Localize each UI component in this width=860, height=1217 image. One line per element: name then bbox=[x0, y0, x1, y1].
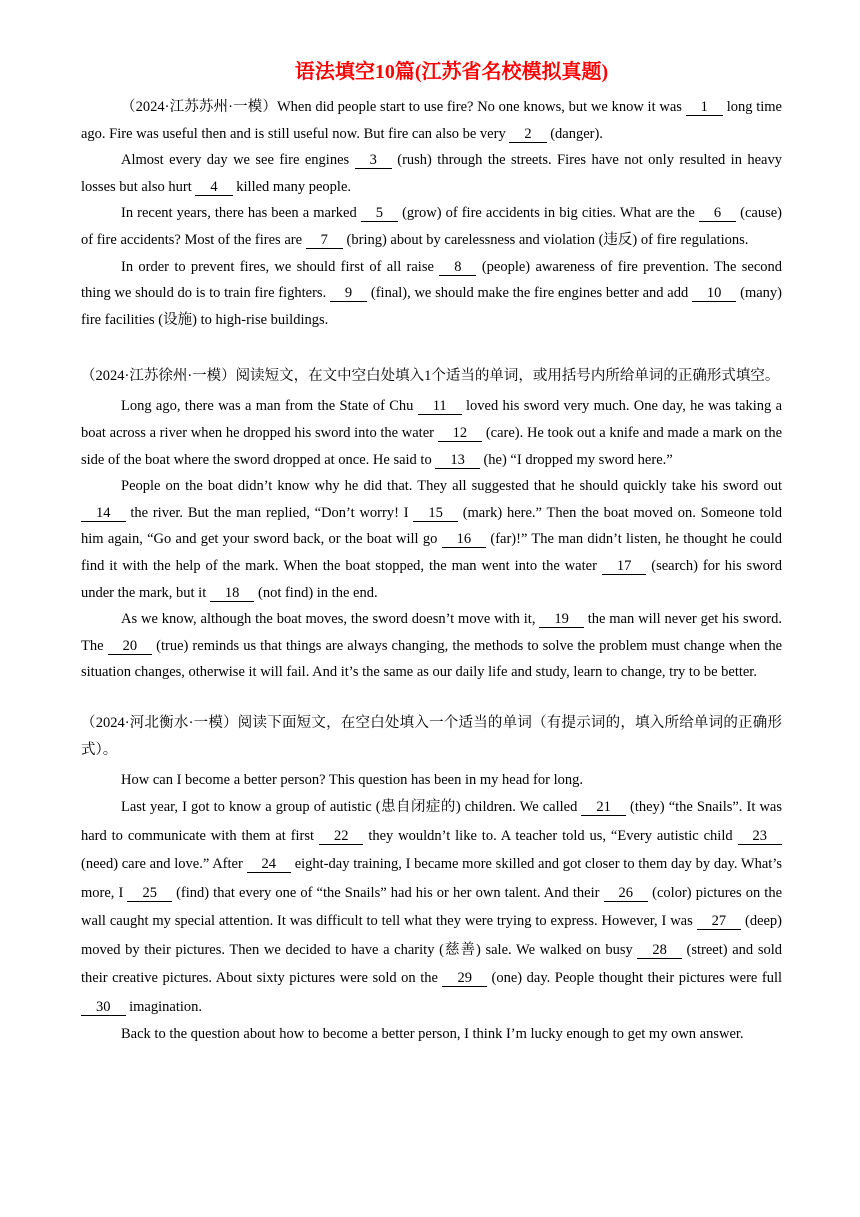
blank-13: 13 bbox=[435, 453, 480, 469]
blank-2: 2 bbox=[509, 127, 546, 143]
blank-14: 14 bbox=[81, 506, 126, 522]
text-run: In recent years, there has been a marked bbox=[121, 205, 361, 222]
text-run: (people) awareness of fire prevention. The second thing we should do is to train fire fighters. bbox=[81, 258, 783, 302]
source-tag: （2024·河北衡水·一模） bbox=[81, 714, 238, 731]
text-run: Back to the question about how to become a better person, I think I’m lucky enough to get my own answer. bbox=[121, 1026, 744, 1043]
blank-17: 17 bbox=[602, 559, 647, 575]
paragraph bbox=[81, 200, 782, 253]
page-title: 语法填空10篇(江苏省名校模拟真题) bbox=[294, 61, 609, 83]
paragraph bbox=[81, 473, 782, 606]
text-run: (he) “I dropped my sword here.” bbox=[483, 451, 673, 468]
passage-1 bbox=[81, 94, 782, 333]
passage-instruction bbox=[81, 710, 782, 763]
text-run: As we know, although the boat moves, the sword doesn’t move with it, bbox=[121, 611, 540, 628]
blank-26: 26 bbox=[604, 886, 649, 902]
blank-19: 19 bbox=[539, 612, 584, 628]
text-run: (mark) here.” Then the boat moved on. Someone told him again, “Go and get your sword back, or the boat will go bbox=[81, 504, 783, 548]
text-run: In order to prevent fires, we should first of all raise bbox=[121, 258, 440, 275]
text-run: People on the boat didn’t know why he did that. They all suggested that he should quickly take his sword out bbox=[121, 478, 782, 495]
text-run: How can I become a better person? This question has been in my head for long. bbox=[121, 771, 583, 788]
blank-10: 10 bbox=[692, 286, 737, 302]
text-run: (bring) about by carelessness and violation (违反) of fire regulations. bbox=[346, 231, 749, 248]
text-run: (deep) moved by their pictures. Then we decided to have a charity (慈善) sale. We walked on busy bbox=[81, 913, 783, 958]
blank-30: 30 bbox=[81, 1000, 126, 1016]
blank-3: 3 bbox=[355, 153, 392, 169]
text-run: (cause) of fire accidents? Most of the fires are bbox=[81, 205, 783, 248]
paragraph bbox=[81, 1021, 782, 1048]
blank-11: 11 bbox=[418, 399, 462, 415]
text-run: the river. But the man replied, “Don’t worry! I bbox=[130, 504, 414, 521]
blank-29: 29 bbox=[442, 971, 487, 987]
blank-7: 7 bbox=[306, 233, 343, 249]
text-run: (search) for his sword under the mark, but it bbox=[81, 558, 782, 601]
text-run: (care). He took out a knife and made a mark on the side of the boat where the sword dropped at once. He said to bbox=[81, 425, 783, 468]
paragraph bbox=[81, 393, 782, 473]
paragraph bbox=[81, 793, 782, 1021]
blank-21: 21 bbox=[581, 800, 626, 816]
text-run: killed many people. bbox=[236, 178, 352, 195]
blank-23: 23 bbox=[738, 829, 783, 845]
text-run: (one) day. People thought their pictures were full bbox=[491, 970, 783, 987]
passage-3 bbox=[81, 710, 782, 1048]
blank-12: 12 bbox=[438, 426, 483, 442]
blank-15: 15 bbox=[413, 506, 458, 522]
blank-24: 24 bbox=[247, 857, 292, 873]
paragraph bbox=[81, 767, 782, 794]
paragraph bbox=[81, 147, 782, 200]
text-run: (they) “the Snails”. It was hard to communicate with them at first bbox=[81, 799, 782, 844]
text-run: (true) reminds us that things are always changing, the methods to solve the problem must change when the situation changes, otherwise it will fail. And it’s the same as our daily life and study, learn to change, try to be better. bbox=[81, 637, 783, 681]
blank-20: 20 bbox=[108, 639, 153, 655]
text-run: Long ago, there was a man from the State of Chu bbox=[121, 398, 418, 415]
text-run: eight-day training, I became more skilled and got closer to them day by day. What’s more, I bbox=[81, 856, 782, 901]
text-run: Last year, I got to know a group of autistic (患自闭症的) children. We called bbox=[121, 799, 582, 816]
text-run: (final), we should make the fire engines better and add bbox=[370, 285, 692, 302]
text-run: (not find) in the end. bbox=[257, 584, 378, 601]
instruction-text: 阅读下面短文，在空白处填入一个适当的单词（有提示词的，填入所给单词的正确形式）。 bbox=[81, 714, 782, 758]
text-run: (many) fire facilities (设施) to high-rise buildings. bbox=[81, 285, 783, 328]
text-run: (find) that every one of “the Snails” had his or her own talent. And their bbox=[176, 884, 604, 901]
passage-2 bbox=[81, 363, 782, 686]
blank-1: 1 bbox=[686, 100, 723, 116]
source-tag: （2024·江苏徐州·一模） bbox=[81, 368, 236, 385]
text-run: When did people start to use fire? No one knows, but we know it was bbox=[276, 99, 686, 115]
blank-5: 5 bbox=[361, 206, 398, 222]
paragraph bbox=[81, 254, 782, 334]
text-run: (street) and sold their creative pictures. About sixty pictures were sold on the bbox=[81, 941, 782, 987]
blank-25: 25 bbox=[127, 886, 172, 902]
text-run: the man will never get his sword. The bbox=[81, 611, 783, 654]
text-run: (far)!” The man didn’t listen, he thought he could find it with the help of the mark. When the boat stopped, the man went into the water bbox=[81, 531, 782, 574]
text-run: (grow) of fire accidents in big cities. What are the bbox=[402, 205, 699, 222]
blank-28: 28 bbox=[637, 943, 682, 959]
blank-9: 9 bbox=[330, 286, 367, 302]
text-run: Almost every day we see fire engines bbox=[121, 152, 355, 169]
instruction-text: 阅读短文，在文中空白处填入1个适当的单词，或用括号内所给单词的正确形式填空。 bbox=[235, 368, 780, 385]
blank-16: 16 bbox=[442, 532, 487, 548]
blank-4: 4 bbox=[195, 180, 232, 196]
paragraph bbox=[81, 94, 782, 147]
text-run: (rush) through the streets. Fires have not only resulted in heavy losses but also hurt bbox=[81, 152, 782, 195]
blank-27: 27 bbox=[697, 914, 742, 930]
paragraph bbox=[81, 606, 782, 686]
text-run: imagination. bbox=[129, 998, 203, 1015]
passage-instruction bbox=[81, 363, 782, 390]
text-run: (need) care and love.” After bbox=[81, 856, 247, 873]
blank-8: 8 bbox=[439, 260, 476, 276]
text-run: (color) pictures on the wall caught my special attention. It was difficult to tell what they were trying to express. However, I was bbox=[81, 884, 783, 930]
text-run: they wouldn’t like to. A teacher told us, “Every autistic child bbox=[368, 827, 738, 844]
text-run: long time ago. Fire was useful then and is still useful now. But fire can also be very bbox=[81, 99, 782, 142]
source-tag: （2024·江苏苏州·一模） bbox=[121, 99, 277, 115]
text-run: (danger). bbox=[550, 125, 603, 142]
blank-22: 22 bbox=[319, 829, 364, 845]
blank-18: 18 bbox=[210, 586, 255, 602]
text-run: loved his sword very much. One day, he was taking a boat across a river when he dropped his sword into the water bbox=[81, 398, 783, 442]
blank-6: 6 bbox=[699, 206, 736, 222]
